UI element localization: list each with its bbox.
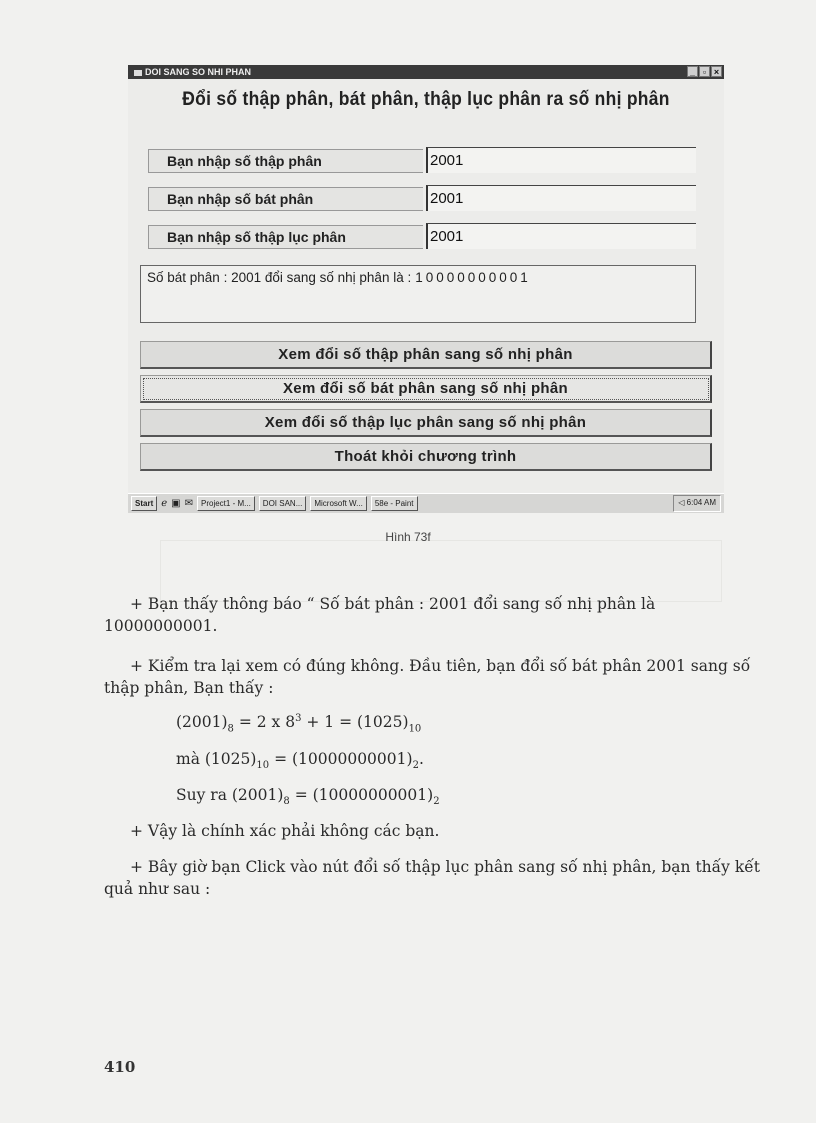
- taskbar-task-project1[interactable]: Project1 - M...: [197, 496, 255, 511]
- email-icon[interactable]: ✉: [184, 498, 193, 509]
- start-button[interactable]: Start: [131, 496, 157, 511]
- result-text: Số bát phân : 2001 đổi sang số nhị phân là :: [147, 270, 412, 285]
- taskbar-task-doi-san[interactable]: DOI SAN...: [259, 496, 307, 511]
- octal-input[interactable]: 2001: [426, 185, 696, 211]
- window-titlebar: [128, 65, 724, 79]
- window-title: DOI SANG SO NHI PHAN: [145, 67, 252, 77]
- volume-icon[interactable]: ◁: [678, 498, 685, 507]
- quick-launch: [161, 498, 193, 509]
- form-heading: Đổi số thập phân, bát phân, thập lục phân ra số nhị phân: [182, 89, 670, 110]
- taskbar-task-paint[interactable]: 58e - Paint: [371, 496, 418, 511]
- hex-to-binary-button[interactable]: Xem đổi số thập lục phân sang số nhị phân: [140, 409, 712, 437]
- decimal-input[interactable]: 2001: [426, 147, 696, 173]
- minimize-button[interactable]: _: [687, 66, 698, 77]
- system-tray: [673, 495, 721, 512]
- browser-icon[interactable]: ℯ: [161, 498, 168, 509]
- page-number: 410: [104, 1058, 136, 1076]
- result-box: [140, 265, 696, 323]
- clock: 6:04 AM: [686, 498, 716, 507]
- equation-octal-to-decimal: $(2001)_8 = 2$ x $8^3 + 1 = (1025)_{10}$: [176, 713, 422, 735]
- program-window-screenshot: [128, 65, 724, 525]
- taskbar-task-word[interactable]: Microsoft W...: [310, 496, 366, 511]
- close-button[interactable]: ×: [711, 66, 722, 77]
- equation-conclusion: Suy ra $(2001)_8 = (10000000001)_2$: [176, 786, 440, 808]
- result-bits: 10000000001: [415, 270, 531, 285]
- equation-decimal-to-binary: mà $(1025)_{10} = (10000000001)_2$.: [176, 750, 424, 772]
- paragraph-notice: + Bạn thấy thông báo “ Số bát phân : 2001 đổi sang số nhị phân là 10000000001.: [104, 595, 656, 635]
- paragraph-next-step: + Bây giờ bạn Click vào nút đổi số thập lục phân sang số nhị phân, bạn thấy kết quả như sau :: [104, 858, 760, 898]
- exit-button[interactable]: Thoát khỏi chương trình: [140, 443, 712, 471]
- hex-input[interactable]: 2001: [426, 223, 696, 249]
- hex-input-label: Bạn nhập số thập lục phân: [148, 225, 423, 249]
- octal-input-label: Bạn nhập số bát phân: [148, 187, 423, 211]
- decimal-input-label: Bạn nhập số thập phân: [148, 149, 423, 173]
- window-client-area: [128, 79, 724, 495]
- paragraph-check: + Kiểm tra lại xem có đúng không. Đầu tiên, bạn đổi số bát phân 2001 sang số thập phân, Bạn thấy :: [104, 657, 751, 697]
- app-icon: [134, 70, 142, 76]
- octal-to-binary-button[interactable]: Xem đổi số bát phân sang số nhị phân: [140, 375, 712, 403]
- maximize-button[interactable]: ▫: [699, 66, 710, 77]
- figure-caption: Hình 73f: [385, 530, 431, 544]
- taskbar: [128, 493, 724, 513]
- desktop-icon[interactable]: ▣: [171, 498, 181, 509]
- decimal-to-binary-button[interactable]: Xem đổi số thập phân sang số nhị phân: [140, 341, 712, 369]
- paragraph-confirm: + Vậy là chính xác phải không các bạn.: [130, 822, 440, 840]
